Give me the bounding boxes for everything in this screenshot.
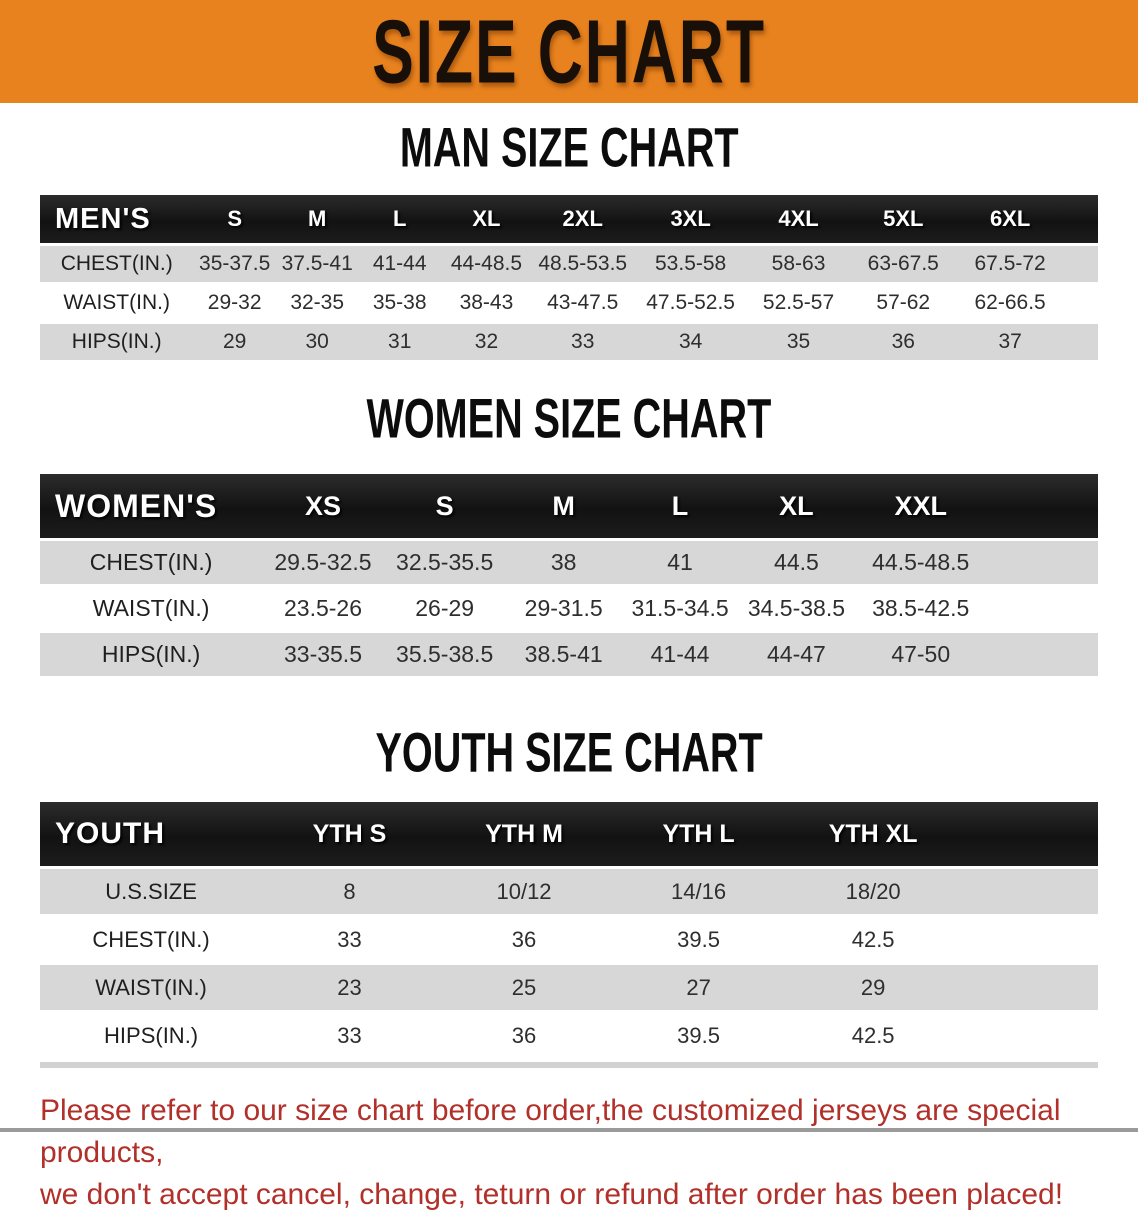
measurement-row-label: HIPS(IN.) <box>40 323 193 361</box>
size-value-cell: 23.5-26 <box>262 586 384 632</box>
size-value-cell: 8 <box>262 868 437 916</box>
size-value-cell: 53.5-58 <box>634 245 748 284</box>
size-column-header: 3XL <box>634 195 748 245</box>
row-spacer <box>960 1012 1098 1059</box>
header-spacer <box>960 802 1098 868</box>
size-column-header: YTH L <box>611 802 786 868</box>
size-value-cell: 39.5 <box>611 1012 786 1059</box>
size-column-header: M <box>276 195 359 245</box>
size-value-cell: 30 <box>276 323 359 361</box>
man-section <box>0 117 1138 182</box>
size-value-cell: 39.5 <box>611 916 786 964</box>
disclaimer-text <box>40 1090 1098 1216</box>
size-value-cell: 32.5-35.5 <box>384 540 506 586</box>
header-spacer <box>987 474 1098 540</box>
size-value-cell: 36 <box>849 323 957 361</box>
size-value-cell: 25 <box>437 964 612 1012</box>
size-chart-banner <box>0 0 1138 103</box>
size-column-header: XS <box>262 474 384 540</box>
size-value-cell: 63-67.5 <box>849 245 957 284</box>
size-value-cell: 29-32 <box>193 284 276 323</box>
header-spacer <box>1063 195 1098 245</box>
size-value-cell: 67.5-72 <box>957 245 1063 284</box>
size-value-cell: 44-48.5 <box>441 245 532 284</box>
table-row <box>40 868 1098 916</box>
size-column-header: 6XL <box>957 195 1063 245</box>
table-row <box>40 586 1098 632</box>
youth-section-heading: YOUTH SIZE CHART <box>375 722 763 785</box>
page-bottom-edge-line <box>0 1128 1138 1132</box>
women-section-heading: WOMEN SIZE CHART <box>366 388 772 451</box>
size-column-header: YTH S <box>262 802 437 868</box>
size-column-header: S <box>384 474 506 540</box>
size-value-cell: 31.5-34.5 <box>622 586 738 632</box>
table-corner-label: YOUTH <box>40 802 262 868</box>
size-value-cell: 52.5-57 <box>748 284 850 323</box>
size-value-cell: 44.5 <box>738 540 854 586</box>
measurement-row-label: CHEST(IN.) <box>40 540 262 586</box>
size-value-cell: 29.5-32.5 <box>262 540 384 586</box>
size-value-cell: 33-35.5 <box>262 632 384 677</box>
row-spacer <box>1063 245 1098 284</box>
table-row <box>40 540 1098 586</box>
size-value-cell: 38.5-42.5 <box>855 586 987 632</box>
size-column-header: S <box>193 195 276 245</box>
size-value-cell: 35 <box>748 323 850 361</box>
measurement-row-label: WAIST(IN.) <box>40 964 262 1012</box>
disclaimer-line2: we don't accept cancel, change, teturn or refund after order has been placed! <box>40 1178 1064 1211</box>
size-value-cell: 35.5-38.5 <box>384 632 506 677</box>
womens-size-table <box>40 474 1098 676</box>
size-value-cell: 41-44 <box>622 632 738 677</box>
table-corner-label: MEN'S <box>40 195 193 245</box>
table-row <box>40 245 1098 284</box>
size-value-cell: 41-44 <box>358 245 441 284</box>
table-row <box>40 323 1098 361</box>
size-column-header: YTH XL <box>786 802 961 868</box>
size-value-cell: 38.5-41 <box>505 632 621 677</box>
size-value-cell: 29 <box>193 323 276 361</box>
size-column-header: XXL <box>855 474 987 540</box>
table-row <box>40 1012 1098 1059</box>
size-value-cell: 26-29 <box>384 586 506 632</box>
size-column-header: 2XL <box>532 195 634 245</box>
measurement-row-label: CHEST(IN.) <box>40 245 193 284</box>
size-value-cell: 35-37.5 <box>193 245 276 284</box>
women-section <box>0 388 1138 453</box>
size-value-cell: 44-47 <box>738 632 854 677</box>
size-value-cell: 38-43 <box>441 284 532 323</box>
size-value-cell: 37 <box>957 323 1063 361</box>
size-column-header: 5XL <box>849 195 957 245</box>
size-value-cell: 42.5 <box>786 1012 961 1059</box>
size-value-cell: 47-50 <box>855 632 987 677</box>
size-value-cell: 35-38 <box>358 284 441 323</box>
youth-table-bottom-strip <box>40 1062 1098 1068</box>
size-value-cell: 58-63 <box>748 245 850 284</box>
size-value-cell: 57-62 <box>849 284 957 323</box>
mens-size-table <box>40 195 1098 360</box>
size-value-cell: 47.5-52.5 <box>634 284 748 323</box>
youth-size-table <box>40 802 1098 1058</box>
table-row <box>40 916 1098 964</box>
size-value-cell: 31 <box>358 323 441 361</box>
size-value-cell: 14/16 <box>611 868 786 916</box>
size-column-header: XL <box>738 474 854 540</box>
row-spacer <box>960 964 1098 1012</box>
measurement-row-label: CHEST(IN.) <box>40 916 262 964</box>
size-value-cell: 23 <box>262 964 437 1012</box>
size-value-cell: 27 <box>611 964 786 1012</box>
size-value-cell: 36 <box>437 1012 612 1059</box>
size-column-header: L <box>622 474 738 540</box>
row-spacer <box>1063 323 1098 361</box>
row-spacer <box>1063 284 1098 323</box>
size-column-header: M <box>505 474 621 540</box>
measurement-row-label: HIPS(IN.) <box>40 1012 262 1059</box>
size-value-cell: 43-47.5 <box>532 284 634 323</box>
row-spacer <box>987 586 1098 632</box>
size-value-cell: 48.5-53.5 <box>532 245 634 284</box>
banner-title: SIZE CHART <box>372 1 766 102</box>
size-column-header: L <box>358 195 441 245</box>
size-column-header: XL <box>441 195 532 245</box>
size-value-cell: 29-31.5 <box>505 586 621 632</box>
size-value-cell: 44.5-48.5 <box>855 540 987 586</box>
size-value-cell: 37.5-41 <box>276 245 359 284</box>
measurement-row-label: HIPS(IN.) <box>40 632 262 677</box>
size-value-cell: 38 <box>505 540 621 586</box>
size-value-cell: 36 <box>437 916 612 964</box>
size-value-cell: 33 <box>262 1012 437 1059</box>
size-value-cell: 33 <box>262 916 437 964</box>
table-row <box>40 284 1098 323</box>
measurement-row-label: WAIST(IN.) <box>40 586 262 632</box>
size-value-cell: 32 <box>441 323 532 361</box>
row-spacer <box>960 868 1098 916</box>
youth-section <box>0 722 1138 787</box>
size-column-header: YTH M <box>437 802 612 868</box>
size-value-cell: 34.5-38.5 <box>738 586 854 632</box>
size-value-cell: 62-66.5 <box>957 284 1063 323</box>
size-value-cell: 33 <box>532 323 634 361</box>
size-value-cell: 34 <box>634 323 748 361</box>
disclaimer-line1: Please refer to our size chart before order,the customized jerseys are special products, <box>40 1094 1061 1169</box>
size-column-header: 4XL <box>748 195 850 245</box>
row-spacer <box>987 632 1098 677</box>
size-value-cell: 42.5 <box>786 916 961 964</box>
measurement-row-label: WAIST(IN.) <box>40 284 193 323</box>
size-value-cell: 10/12 <box>437 868 612 916</box>
size-value-cell: 29 <box>786 964 961 1012</box>
size-value-cell: 32-35 <box>276 284 359 323</box>
size-value-cell: 41 <box>622 540 738 586</box>
table-corner-label: WOMEN'S <box>40 474 262 540</box>
row-spacer <box>960 916 1098 964</box>
table-row <box>40 964 1098 1012</box>
size-value-cell: 18/20 <box>786 868 961 916</box>
measurement-row-label: U.S.SIZE <box>40 868 262 916</box>
table-row <box>40 632 1098 677</box>
man-section-heading: MAN SIZE CHART <box>399 117 739 180</box>
row-spacer <box>987 540 1098 586</box>
